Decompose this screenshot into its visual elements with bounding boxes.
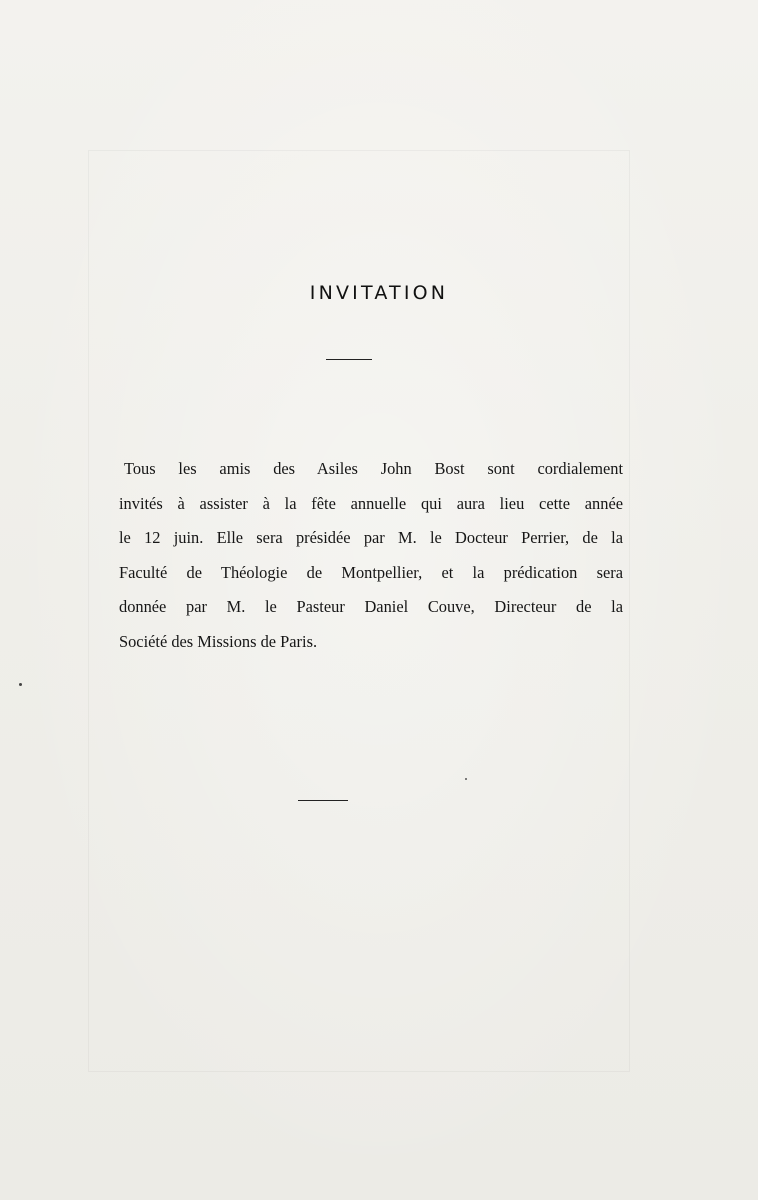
closing-divider	[298, 800, 348, 801]
paragraph-line: invités à assister à la fête annuelle qui aura lieu cette année	[119, 493, 623, 513]
title-divider	[326, 359, 372, 360]
invitation-title: INVITATION	[309, 282, 449, 304]
paragraph-line: le 12 juin. Elle sera présidée par M. le Docteur Perrier, de la	[119, 528, 623, 548]
paragraph-line: Faculté de Théologie de Montpellier, et la prédication sera	[119, 562, 623, 582]
invitation-paragraph	[119, 452, 623, 660]
paragraph-line: donnée par M. le Pasteur Daniel Couve, Directeur de la	[119, 597, 623, 617]
paragraph-line: Tous les amis des Asiles John Bost sont cordialement	[124, 459, 623, 478]
margin-speck	[19, 683, 22, 686]
ink-speck	[465, 778, 467, 780]
paragraph-line: Société des Missions de Paris.	[119, 631, 318, 651]
